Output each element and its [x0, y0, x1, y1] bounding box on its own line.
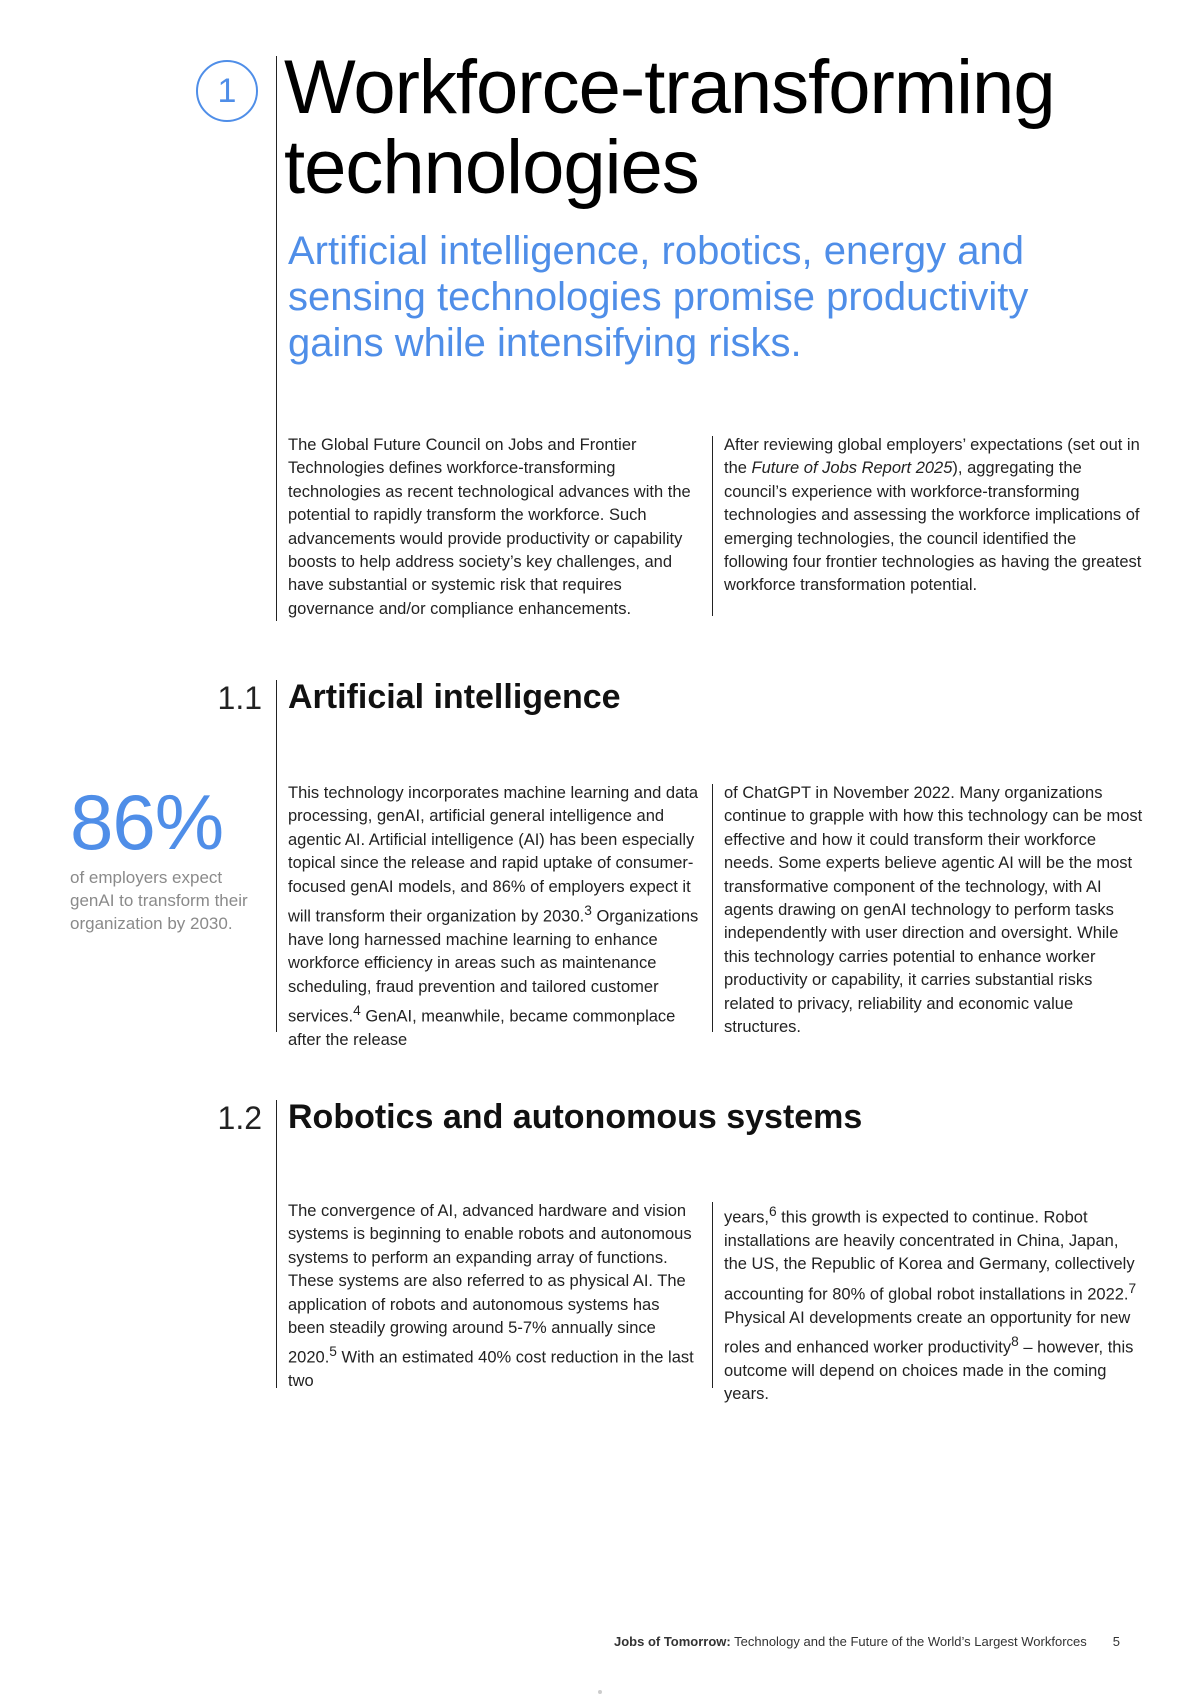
- stat-caption: of employers expect genAI to transform their organization by 2030.: [70, 868, 248, 933]
- footnote-ref: 4: [353, 1003, 361, 1019]
- section1-left-paragraph: [288, 782, 700, 1052]
- page-footer: [560, 1634, 1120, 1649]
- column-divider: [712, 1202, 713, 1388]
- chapter-divider-line: [276, 56, 277, 621]
- report-title-italic: Future of Jobs Report 2025: [751, 459, 953, 478]
- section2-right-paragraph: [724, 1200, 1144, 1407]
- section-divider-line: [276, 1100, 277, 1388]
- section2-left-text-1: The convergence of AI, advanced hardware and vision systems is beginning to enable robots and autonomous systems to perform an expanding array of functions. These systems are also referred to as physical AI. The application of robots and autonomous systems has been steadily growing around 5-7% annually since 2020.: [288, 1202, 692, 1367]
- footnote-ref: 3: [584, 903, 592, 919]
- chapter-title: [284, 45, 1144, 210]
- section-divider-line: [276, 680, 277, 1032]
- chapter-number-badge: 1: [196, 60, 258, 122]
- footnote-ref: 6: [768, 1204, 777, 1219]
- footnote-ref: 5: [329, 1344, 337, 1360]
- column-divider: [712, 784, 713, 1032]
- chapter-subtitle: Artificial intelligence, robotics, energy and sensing technologies promise productivity gains while intensifying risks.: [288, 229, 1029, 365]
- page-number: 5: [1112, 1634, 1120, 1649]
- footnote-ref: 8: [1011, 1334, 1019, 1350]
- section2-left-paragraph: [288, 1200, 700, 1394]
- section1-left-text-2: Organizations have long harnessed machine learning to enhance workforce efficiency in areas such as maintenance scheduling, fraud prevention and tailored customer services.: [288, 907, 699, 1026]
- section2-right-text-2: this growth is expected to continue. Robot installations are heavily concentrated in China, Japan, the US, the Republic of Korea and Germany, collectively accounting for 80% of global robot installations in 2022.: [724, 1208, 1135, 1304]
- section-number: 1.1: [217, 680, 262, 716]
- intro-right-text-2: ), aggregating the council’s experience with workforce-transforming technologies and assessing the workforce implications of emerging technologies, the council identified the following four frontier technologies as having the greatest workforce transformation potential.: [724, 459, 1142, 595]
- chapter-title-line1: Workforce-transforming: [284, 45, 1055, 130]
- section1-right-paragraph: of ChatGPT in November 2022. Many organizations continue to grapple with how this technology can be most effective and how it could transform their workforce needs. Some experts believe agentic AI will be the most transformative component of the technology, with AI agents drawing on genAI technology to perform tasks independently with user direction and oversight. While this technology carries potential to enhance worker productivity or capability, it carries substantial risks related to privacy, reliability and economic value structures.: [724, 784, 1143, 1037]
- section1-left-text-3: GenAI, meanwhile, became commonplace after the release: [288, 1007, 676, 1050]
- intro-right-text-1: After reviewing global employers’ expectations (set out in the: [724, 436, 1140, 478]
- intro-right-paragraph: [724, 434, 1144, 598]
- page-indicator-dot: [598, 1690, 602, 1694]
- section2-right-text-4: – however, this outcome will depend on choices made in the coming years.: [724, 1338, 1134, 1404]
- section-title: Robotics and autonomous systems: [288, 1098, 863, 1136]
- footer-report-subtitle: Technology and the Future of the World’s Largest Workforces: [730, 1634, 1087, 1649]
- chapter-title-line2: technologies: [284, 125, 699, 210]
- section1-left-text-1: This technology incorporates machine learning and data processing, genAI, artificial general intelligence and agentic AI. Artificial intelligence (AI) has been especially topical since the release and rapid uptake of consumer-focused genAI models, and 86% of employers expect it will transform their organization by 2030.: [288, 784, 699, 926]
- section-number: 1.2: [217, 1100, 262, 1136]
- section2-right-text-3: Physical AI developments create an opportunity for new roles and enhanced worker productivity: [724, 1308, 1131, 1357]
- stat-value: 86%: [70, 778, 224, 866]
- section2-right-text-1: years,: [724, 1208, 769, 1227]
- footnote-ref: 7: [1128, 1280, 1137, 1296]
- footer-report-title: Jobs of Tomorrow:: [613, 1634, 731, 1649]
- section2-left-text-2: With an estimated 40% cost reduction in the last two: [288, 1348, 694, 1391]
- column-divider: [712, 436, 713, 616]
- section-title: Artificial intelligence: [288, 678, 621, 716]
- intro-left-paragraph: The Global Future Council on Jobs and Frontier Technologies defines workforce-transforming technologies as recent technological advances with the potential to rapidly transform the workforce. Such advancements would provide productivity or capability boosts to help address society’s key challenges, and have substantial or systemic risk that requires governance and/or compliance enhancements.: [288, 436, 691, 618]
